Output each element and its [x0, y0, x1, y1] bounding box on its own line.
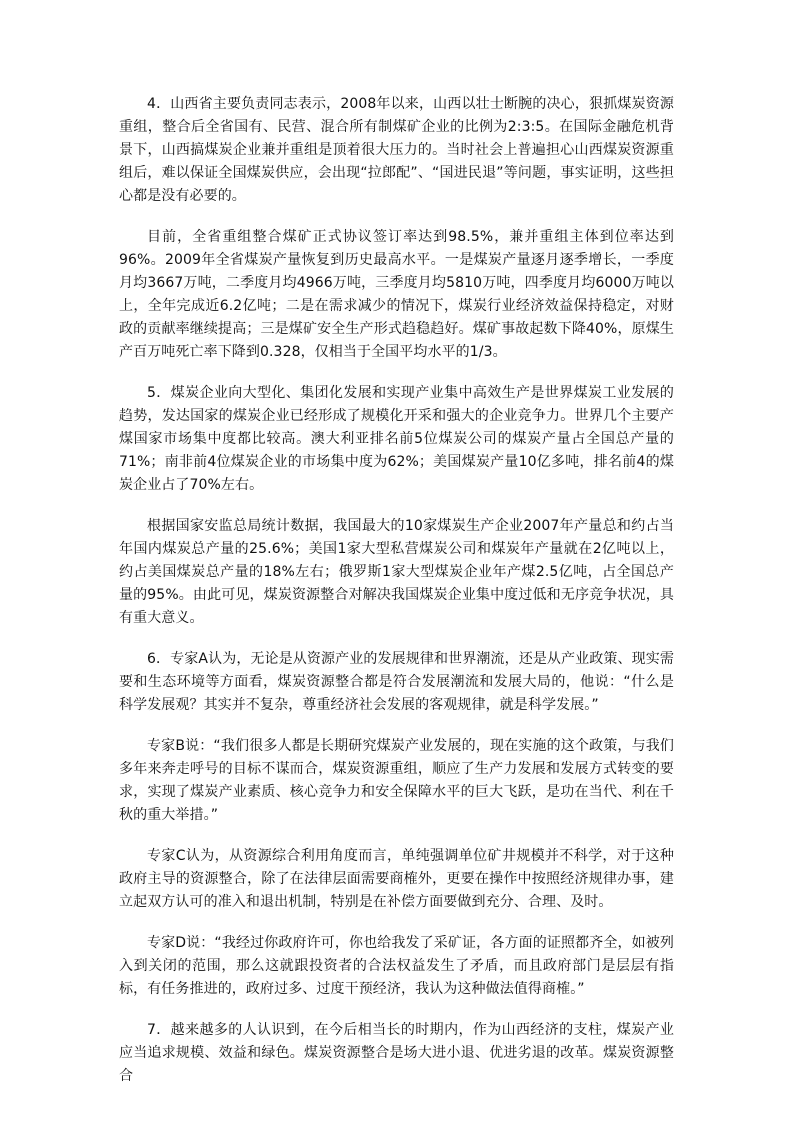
paragraph-expert-d: 专家D说：“我经过你政府许可，你也给我发了采矿证，各方面的证照都齐全，如被列入到关闭的范围，那么这就跟投资者的合法权益发生了矛盾，而且政府部门是层层有指标，有任务推进的，政府过多、过度干预经济，我认为这种做法值得商榷。”: [119, 935, 674, 997]
paragraph-expert-b: 专家B说：“我们很多人都是长期研究煤炭产业发展的，现在实施的这个政策，与我们多年来奔走呼号的目标不谋而合，煤炭资源重组，顺应了生产力发展和发展方式转变的要求，实现了煤炭产业素质、核心竞争力和安全保障水平的巨大飞跃，是功在当代、利在千秋的重大举措。”: [119, 738, 674, 823]
paragraph-statistics: 根据国家安监总局统计数据，我国最大的10家煤炭生产企业2007年产量总和约占当年国内煤炭总产量的25.6%；美国1家大型私营煤炭公司和煤炭年产量就在2亿吨以上，约占美国煤炭总产量的18%左右；俄罗斯1家大型煤炭企业年产煤2.5亿吨，占全国总产量的95%。由此可见，煤炭资源整合对解决我国煤炭企业集中度过低和无序竞争状况，具有重大意义。: [119, 518, 674, 626]
paragraph-current-status: 目前，全省重组整合煤矿正式协议签订率达到98.5%，兼并重组主体到位率达到96%。2009年全省煤炭产量恢复到历史最高水平。一是煤炭产量逐月逐季增长，一季度月均3667万吨，二季度月均4966万吨，三季度月均5810万吨，四季度月均6000万吨以上，全年完成近6.2亿吨；二是在需求减少的情况下，煤炭行业经济效益保持稳定，对财政的贡献率继续提高；三是煤矿安全生产形式趋稳趋好。煤矿事故起数下降40%，原煤生产百万吨死亡率下降到0.328，仅相当于全国平均水平的1/3。: [119, 229, 674, 360]
paragraph-5: 5．煤炭企业向大型化、集团化发展和实现产业集中高效生产是世界煤炭工业发展的趋势，发达国家的煤炭企业已经形成了规模化开采和强大的企业竞争力。世界几个主要产煤国家市场集中度都比较高。澳大利亚排名前5位煤炭公司的煤炭产量占全国总产量的71%；南非前4位煤炭企业的市场集中度为62%；美国煤炭产量10亿多吨，排名前4的煤炭企业占了70%左右。: [119, 385, 674, 493]
paragraph-7: 7．越来越多的人认识到，在今后相当长的时期内，作为山西经济的支柱，煤炭产业应当追求规模、效益和绿色。煤炭资源整合是场大进小退、优进劣退的改革。煤炭资源整合: [119, 1022, 674, 1084]
paragraph-4: 4．山西省主要负责同志表示，2008年以来，山西以壮士断腕的决心，狠抓煤炭资源重组，整合后全省国有、民营、混合所有制煤矿企业的比例为2:3:5。在国际金融危机背景下，山西搞煤炭企业兼并重组是顶着很大压力的。当时社会上普遍担心山西煤炭资源重组后，难以保证全国煤炭供应，会出现“拉郎配”、“国进民退”等问题，事实证明，这些担心都是没有必要的。: [119, 96, 674, 204]
paragraph-6-expert-a: 6．专家A认为，无论是从资源产业的发展规律和世界潮流，还是从产业政策、现实需要和生态环境等方面看，煤炭资源整合都是符合发展潮流和发展大局的，他说：“什么是科学发展观？其实并不复杂，尊重经济社会发展的客观规律，就是科学发展。”: [119, 651, 674, 713]
paragraph-expert-c: 专家C认为，从资源综合利用角度而言，单纯强调单位矿井规模并不科学，对于这种政府主导的资源整合，除了在法律层面需要商榷外，更要在操作中按照经济规律办事，建立起双方认可的准入和退出机制，特别是在补偿方面要做到充分、合理、及时。: [119, 848, 674, 910]
document-page: [119, 93, 674, 1106]
